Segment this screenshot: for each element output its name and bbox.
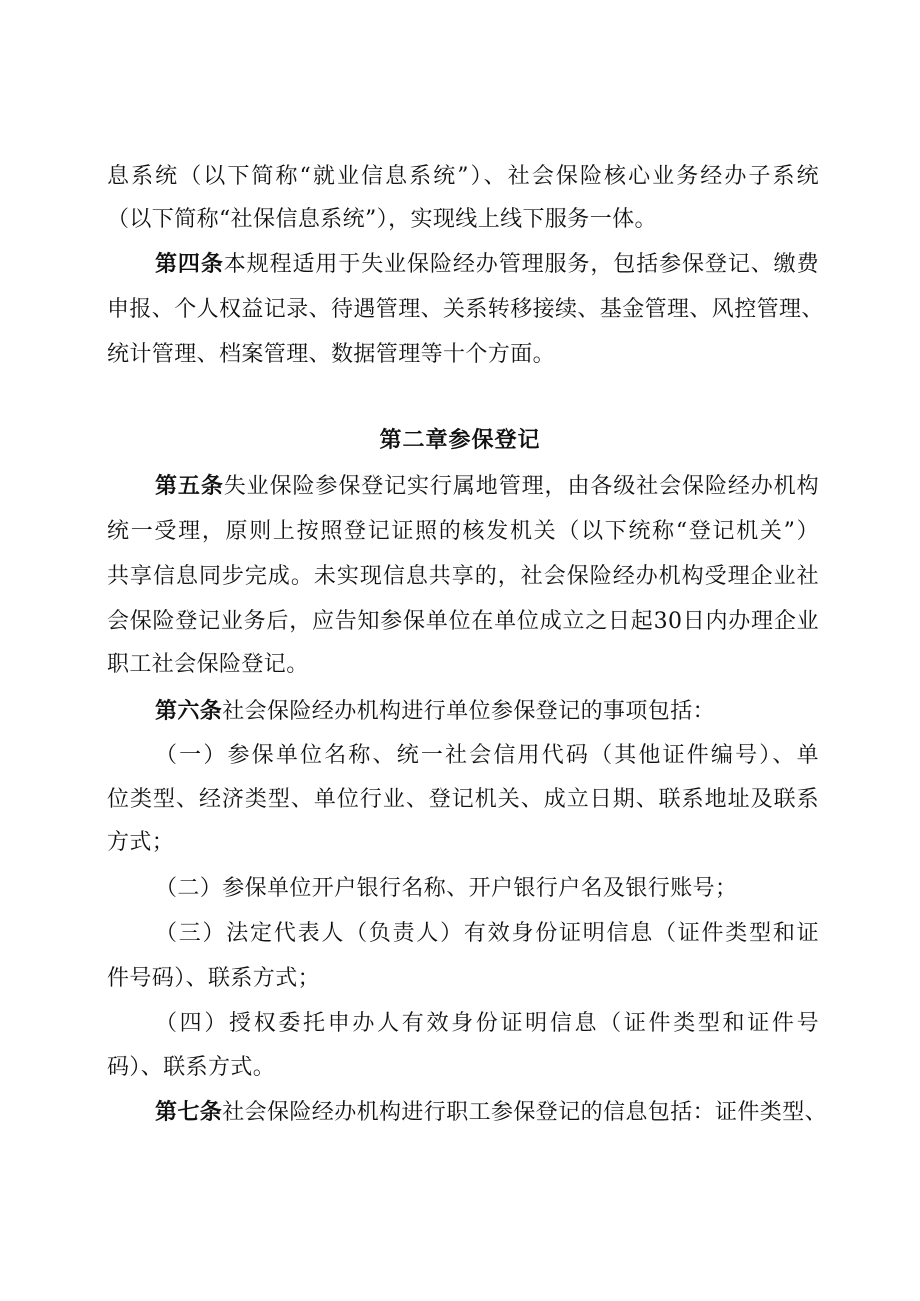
text: 失业保险参保登记实行属地管理，由各级社会保险经办机构 <box>223 474 820 499</box>
text: 件号码）、联系方式； <box>107 966 321 991</box>
text: 本规程适用于失业保险经办管理服务，包括参保登记、缴费 <box>223 252 820 277</box>
text: 统一受理，原则上按照登记证照的核发机关（以下统称“登记机关”） <box>107 519 819 544</box>
article-6-line <box>155 689 819 735</box>
text: 职工社会保险登记。 <box>107 652 309 677</box>
article-7-line <box>155 1090 828 1136</box>
item-1-line <box>155 733 819 779</box>
paragraph-line <box>107 197 819 243</box>
text: 位类型、经济类型、单位行业、登记机关、成立日期、联系地址及联系 <box>107 787 819 812</box>
text: 申报、个人权益记录、待遇管理、关系转移接续、基金管理、风控管理、 <box>107 297 824 322</box>
text: （三）法定代表人（负责人）有效身份证明信息（证件类型和证 <box>155 921 819 946</box>
item-2-line <box>155 866 819 912</box>
text: 息系统（以下简称“就业信息系统”）、社会保险核心业务经办子系统 <box>107 164 819 189</box>
article-4-line <box>107 332 819 378</box>
article-7-label: 第七条 <box>155 1100 223 1125</box>
item-1-line <box>107 777 819 823</box>
item-4-line <box>155 1001 819 1047</box>
text: （二）参保单位开户银行名称、开户银行户名及银行账号； <box>155 876 738 901</box>
article-4-label: 第四条 <box>155 252 224 277</box>
article-5-line <box>107 554 819 600</box>
item-3-line <box>155 911 819 957</box>
item-4-line <box>107 1045 819 1091</box>
paragraph-line <box>107 154 819 200</box>
text: （一）参保单位名称、统一社会信用代码（其他证件编号）、单 <box>155 743 819 768</box>
article-5-line <box>107 509 819 555</box>
text: 统计管理、档案管理、数据管理等十个方面。 <box>107 342 556 367</box>
text: 共享信息同步完成。未实现信息共享的，社会保险经办机构受理企业社 <box>107 564 819 589</box>
text: 会保险登记业务后，应告知参保单位在单位成立之日起30日内办理企业 <box>107 609 819 634</box>
article-5-line <box>107 599 819 645</box>
article-4-line <box>107 287 824 333</box>
article-6-label: 第六条 <box>155 699 223 724</box>
article-5-label: 第五条 <box>155 474 224 499</box>
item-1-line <box>107 820 819 866</box>
article-5-line <box>155 464 819 510</box>
text: （四）授权委托申办人有效身份证明信息（证件类型和证件号 <box>155 1011 819 1036</box>
chapter-title: 第二章参保登记 <box>379 428 541 453</box>
text: （以下简称“社保信息系统”），实现线上线下服务一体。 <box>107 207 657 232</box>
article-5-line <box>107 642 819 688</box>
text: 码）、联系方式。 <box>107 1055 276 1080</box>
item-3-line <box>107 956 819 1002</box>
article-4-line <box>155 242 819 288</box>
text: 方式； <box>107 830 175 855</box>
text: 社会保险经办机构进行单位参保登记的事项包括： <box>222 699 716 724</box>
text: 社会保险经办机构进行职工参保登记的信息包括：证件类型、 <box>222 1100 828 1125</box>
